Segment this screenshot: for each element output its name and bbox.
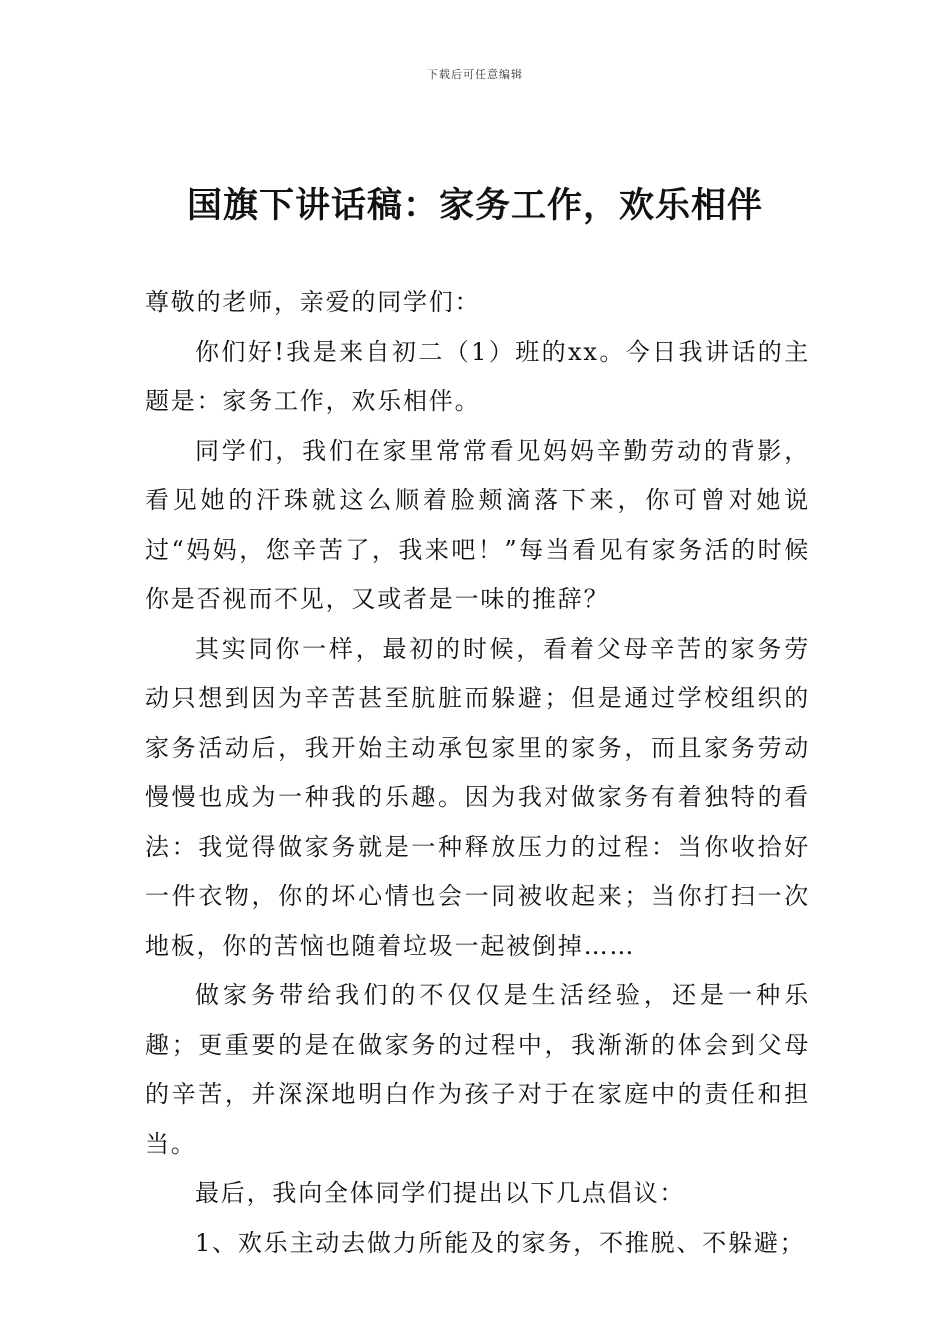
document-body [145, 278, 810, 1268]
paragraph-3: 其实同你一样，最初的时候，看着父母辛苦的家务劳动只想到因为辛苦甚至肮脏而躲避；但是通过学校组织的家务活动后，我开始主动承包家里的家务，而且家务劳动慢慢也成为一种我的乐趣。因为我对做家务有着独特的看法：我觉得做家务就是一种释放压力的过程：当你收拾好一件衣物，你的坏心情也会一同被收起来；当你打扫一次地板，你的苦恼也随着垃圾一起被倒掉…… [145, 634, 810, 960]
paragraph-6: 1、欢乐主动去做力所能及的家务，不推脱、不躲避； [195, 1228, 806, 1257]
paragraph-4: 做家务带给我们的不仅仅是生活经验，还是一种乐趣；更重要的是在做家务的过程中，我渐渐的体会到父母的辛苦，并深深地明白作为孩子对于在家庭中的责任和担当。 [145, 981, 810, 1158]
header-note: 下载后可任意编辑 [427, 68, 523, 81]
paragraph-1: 你们好!我是来自初二（1）班的xx。今日我讲话的主题是：家务工作，欢乐相伴。 [145, 337, 810, 415]
salutation: 尊敬的老师，亲爱的同学们： [145, 288, 481, 316]
paragraph-5: 最后，我向全体同学们提出以下几点倡议： [195, 1179, 686, 1207]
paragraph-2: 同学们，我们在家里常常看见妈妈辛勤劳动的背影，看见她的汗珠就这么顺着脸颊滴落下来，你可曾对她说过“妈妈，您辛苦了，我来吧！”每当看见有家务活的时候你是否视而不见，又或者是一味的推辞？ [145, 436, 810, 613]
document-title: 国旗下讲话稿：家务工作，欢乐相伴 [186, 186, 763, 226]
